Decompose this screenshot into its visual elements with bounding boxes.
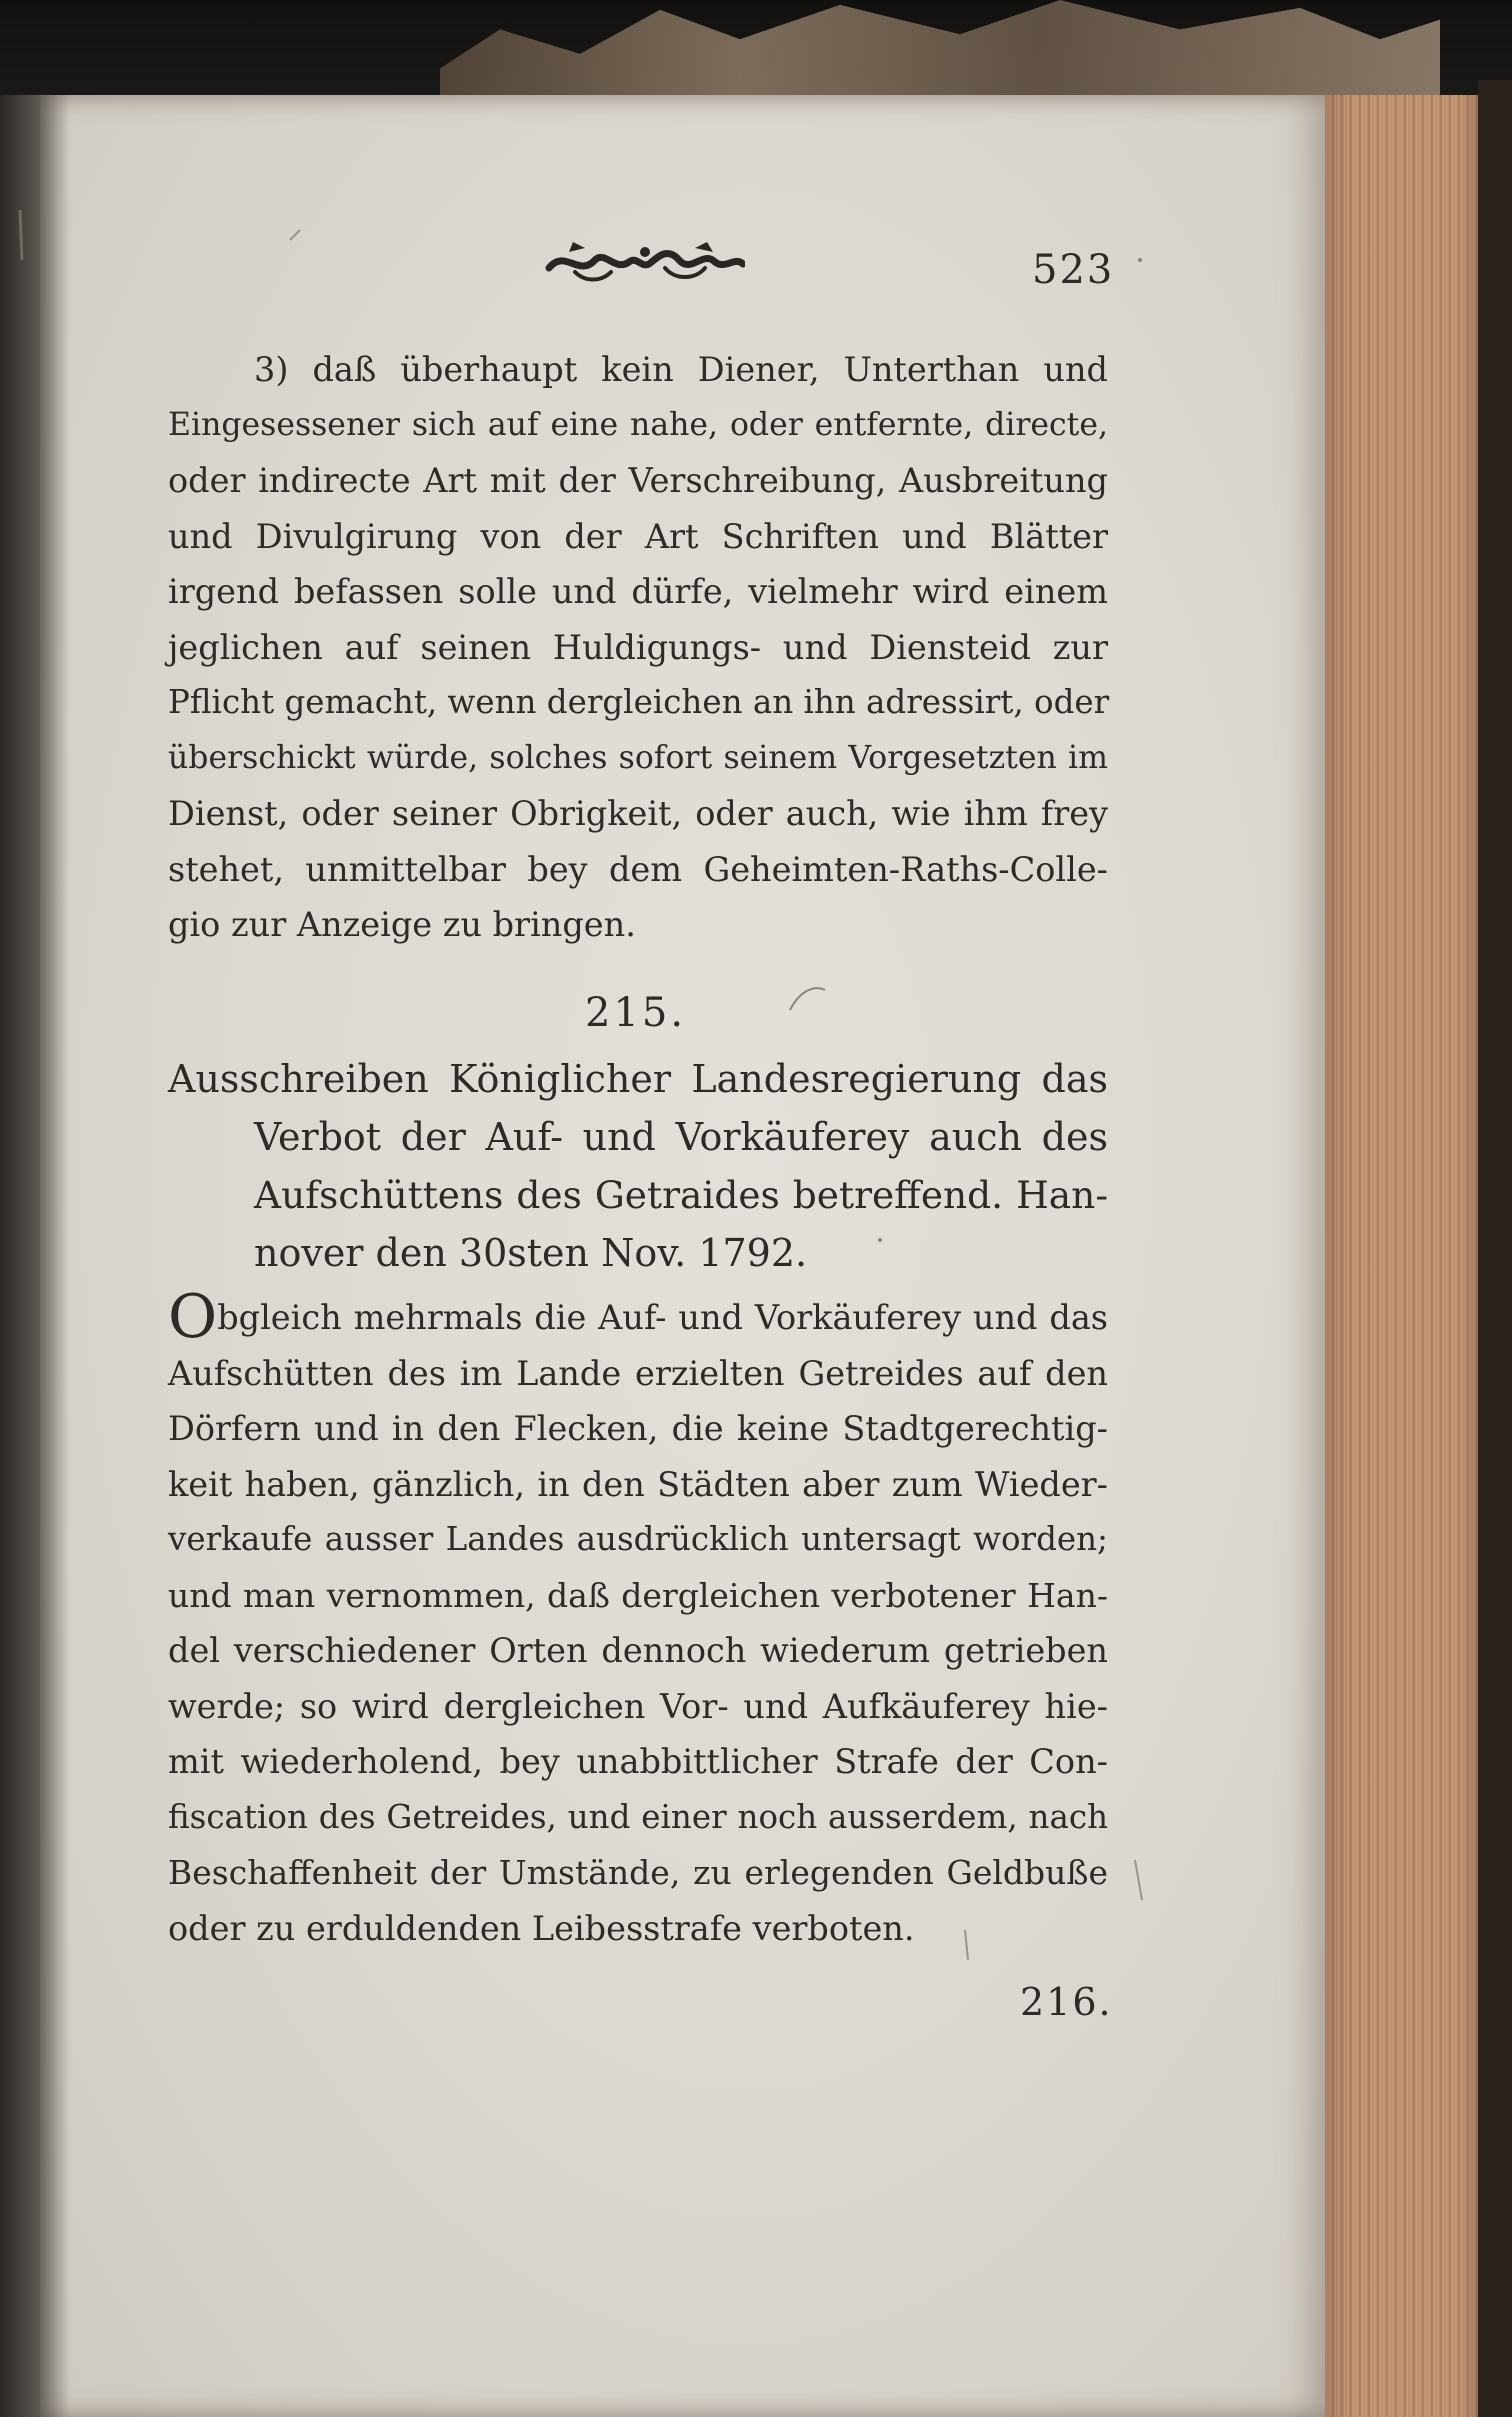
text-line: und Divulgirung von der Art Schriften und Blätter (168, 516, 1108, 556)
heading-line: nover den 30sten Nov. 1792. (254, 1231, 808, 1275)
heading-line: Ausschreiben Königlicher Landesregierung das (168, 1057, 1108, 1101)
paragraph-main (168, 1282, 1108, 1956)
text-line: fiscation des Getreides, und einer noch ausserdem, nach (168, 1797, 1108, 1836)
text-line: überschickt würde, solches sofort seinem Vorgesetzten im (168, 739, 1108, 776)
left-page-edge (0, 95, 42, 2417)
drop-cap: O (168, 1282, 218, 1352)
text-line: Dörfern und in den Flecken, die keine Stadtgerechtig- (168, 1409, 1108, 1448)
text-line: oder indirecte Art mit der Verschreibung, Ausbreitung (168, 461, 1108, 500)
text-line: del verschiedener Orten dennoch wiederum getrieben (168, 1631, 1108, 1670)
section-heading (168, 1050, 1108, 1282)
text-line: 3) daß überhaupt kein Diener, Unterthan und (254, 350, 1108, 389)
text-line: mit wiederholend, bey unabbittlicher Strafe der Con- (168, 1742, 1108, 1781)
section-number: 215. (585, 990, 687, 1036)
header-ornament-icon (545, 238, 745, 290)
text-line: Dienst, oder seiner Obrigkeit, oder auch, wie ihm frey (168, 794, 1108, 833)
text-line: irgend befassen solle und dürfe, vielmehr wird einem (168, 572, 1108, 611)
page-number: 523 (1032, 247, 1115, 293)
right-scan-border (1478, 80, 1512, 2417)
catchword: 216. (1020, 1980, 1113, 2024)
text-line: jeglichen auf seinen Huldigungs- und Diensteid zur (168, 627, 1108, 667)
paragraph-continuation (168, 342, 1108, 953)
text-line: Pflicht gemacht, wenn dergleichen an ihn adressirt, oder (168, 683, 1110, 721)
text-line: Aufschütten des im Lande erzielten Getreides auf den (168, 1353, 1108, 1393)
heading-line: Aufschüttens des Getraides betreffend. Han- (254, 1173, 1108, 1217)
text-line-first (168, 1282, 1108, 1352)
heading-line: Verbot der Auf- und Vorkäuferey auch des (254, 1115, 1108, 1159)
text-line: verkaufe ausser Landes ausdrücklich untersagt worden; (168, 1520, 1108, 1558)
text-line: oder zu erduldenden Leibesstrafe verboten. (168, 1908, 915, 1948)
text-line: stehet, unmittelbar bey dem Geheimten-Raths-Colle- (168, 849, 1108, 889)
text-line: Beschaffenheit der Umstände, zu erlegenden Geldbuße (168, 1853, 1108, 1892)
text-line: werde; so wird dergleichen Vor- und Aufkäuferey hie- (168, 1686, 1108, 1726)
text-line: und man vernommen, daß dergleichen verbotener Han- (168, 1575, 1108, 1615)
text-line-first-rest: bgleich mehrmals die Auf- und Vorkäuferey und das (217, 1298, 1108, 1337)
text-line: Eingesessener sich auf eine nahe, oder entfernte, directe, (168, 406, 1108, 443)
text-line: gio zur Anzeige zu bringen. (168, 905, 636, 944)
text-line: keit haben, gänzlich, in den Städten aber zum Wieder- (168, 1464, 1108, 1504)
page-gutter-shadow (40, 95, 70, 2417)
